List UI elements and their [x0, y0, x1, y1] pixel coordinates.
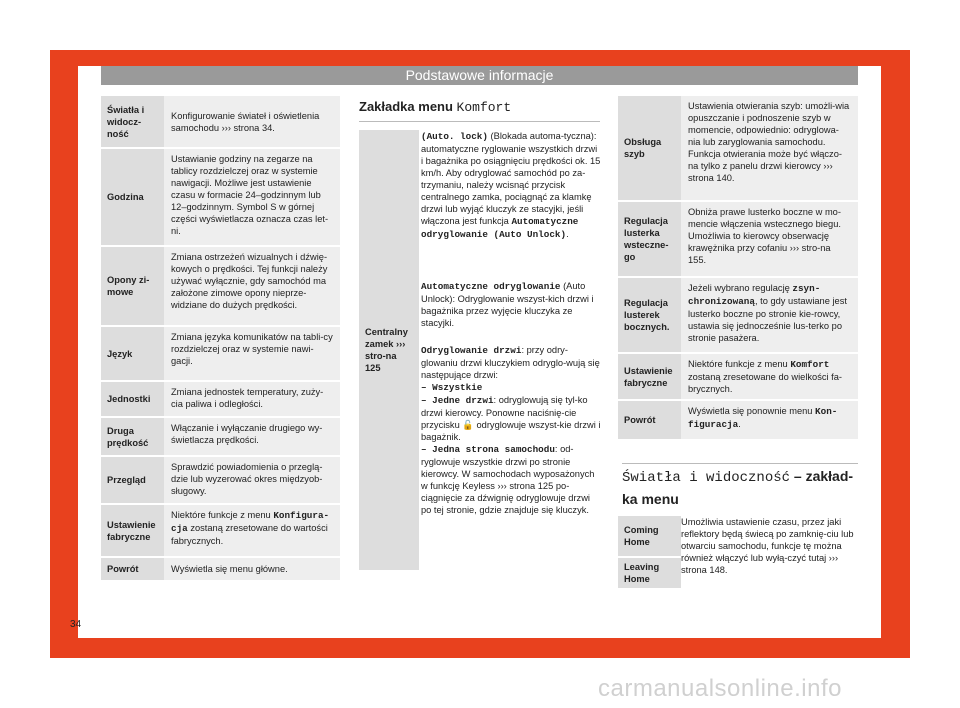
option-name: Odryglowanie drzwi — [421, 345, 522, 356]
right-settings-table — [618, 96, 858, 441]
option-text: : przy odry-glowaniu drzwi kluczykiem odryglo-wują się następujące drzwi: — [421, 345, 600, 380]
comfort-table — [359, 130, 601, 570]
auto-lock-cell — [421, 130, 601, 280]
value-text: Jeżeli wybrano regulację — [688, 283, 793, 293]
table-row — [618, 354, 858, 401]
table-row — [618, 401, 858, 441]
option-name: Automatyczne odryglowanie (Auto Unlock) — [421, 216, 579, 240]
option-name: (Auto. lock) — [421, 131, 488, 142]
table-row — [618, 96, 858, 202]
row-key: Powrót — [618, 401, 681, 439]
row-key: Opony zi-mowe — [101, 247, 164, 325]
row-value: Włączanie i wyłączanie drugiego wy-świetlacza prędkości. — [164, 418, 340, 455]
title-text: – zakład-ka menu — [622, 468, 854, 507]
row-value — [681, 401, 858, 439]
row-value: Obniża prawe lusterko boczne w mo-mencie włączenia wstecznego biegu. Umożliwia to kierowcy obserwację krawężnika przy cofaniu ››› stro-na 155. — [681, 202, 858, 276]
row-value: Ustawienia otwierania szyb: umożli-wia opuszczanie i podnoszenie szyb w momencie, odpowiednio: odryglowa-nia lub zaryglowania samochodu. Funkcja otwierania może być włączo-na tylko z panelu drzwi kierowcy ››› strona 140. — [681, 96, 858, 200]
row-key: Obsługa szyb — [618, 96, 681, 200]
row-key: Godzina — [101, 149, 164, 245]
row-key: Światła i widocz-ność — [101, 96, 164, 147]
row-value: Zmiana języka komunikatów na tabli-cy rozdzielczej oraz w systemie nawi-gacji. — [164, 327, 340, 380]
table-row — [101, 457, 340, 505]
option-text: (Auto Unlock): Odryglowanie wszyst-kich drzwi i bagażnika przez wyjęcie kluczyka ze stacyjki. — [421, 281, 594, 328]
option-one-side: – Jedna strona samochodu — [421, 444, 555, 455]
row-value — [164, 505, 340, 556]
auto-unlock-cell — [421, 280, 601, 344]
table-row — [101, 558, 340, 582]
row-key-central-lock — [359, 130, 421, 570]
row-value: Zmiana ostrzeżeń wizualnych i dźwię-kowych o prędkości. Tej funkcji należy używać wyłącznie, gdy samochód ma założone zimowe opony nieprze-widziane do dużych prędkości. — [164, 247, 340, 325]
section-title-comfort — [359, 99, 600, 122]
value-text: zostaną zresetowane do wielkości fa-brycznych. — [688, 372, 842, 394]
row-value — [681, 354, 858, 399]
table-row — [101, 382, 340, 418]
door-unlock-cell — [421, 344, 601, 570]
row-key: Ustawienie fabryczne — [101, 505, 164, 556]
table-row — [101, 247, 340, 327]
row-value: Sprawdzić powiadomienia o przeglą-dzie lub wyzerować okres międzyob-sługowy. — [164, 457, 340, 503]
title-menu-name: Światła i widoczność — [622, 470, 791, 486]
option-text: (Blokada automa-tyczna): automatyczne ryglowanie wszystkich drzwi i bagażnika po osiągnięciu prędkości ok. 15 km/h. Aby odryglować samochód po za-trzymaniu, należy wcisnąć przycisk centralnego zamka, pociągnąć za klamkę drzwi lub wyjąć kluczyk ze stacyjki, jeśli włączona jest funkcja — [421, 131, 601, 226]
table-row — [101, 327, 340, 382]
row-key: Druga prędkość — [101, 418, 164, 455]
value-text: , to gdy ustawiane jest lusterko boczne po stronie kie-rowcy, ustawia się jednocześnie lus-terko po stronie pasażera. — [688, 296, 847, 343]
option-one-door: – Jedne drzwi — [421, 395, 494, 406]
page-header: Podstawowe informacje — [101, 66, 858, 85]
row-value: Konfigurowanie świateł i oświetlenia samochodu ››› strona 34. — [164, 96, 340, 147]
section-title-lights — [622, 463, 858, 510]
row-value — [681, 278, 858, 352]
table-row — [618, 202, 858, 278]
table-row — [101, 149, 340, 247]
row-key: Powrót — [101, 558, 164, 580]
menu-name: Komfort — [790, 359, 830, 370]
row-key: Leaving Home — [618, 558, 681, 588]
option-all: – Wszystkie — [421, 382, 483, 393]
watermark: carmanualsonline.info — [598, 675, 842, 702]
value-text: Niektóre funkcje z menu — [171, 510, 274, 520]
value-text: . — [738, 419, 741, 429]
option-name: Automatyczne odryglowanie — [421, 281, 561, 292]
page-number: 34 — [70, 619, 82, 630]
lights-keys — [618, 516, 681, 588]
row-value: Wyświetla się menu główne. — [164, 558, 340, 580]
row-key: Regulacja lusterek bocznych. — [618, 278, 681, 352]
value-text: zostaną zresetowane do wartości fabrycznych. — [171, 523, 328, 546]
row-value: Umożliwia ustawienie czasu, przez jaki reflektory będą świecą po zamknię-ciu lub otwarciu samochodu, funkcje tę można również włączyć lub wyłą-czyć tutaj ››› strona 148. — [681, 517, 854, 575]
title-menu-name: Komfort — [456, 100, 512, 115]
row-value: Ustawianie godziny na zegarze na tablicy rozdzielczej oraz w systemie nawigacji. Możliwe jest ustawienie czasu w formacie 24–godzinnym lub 12–godzinnym. Symbol S w górnej części wyświetlacza oznacza czas let-ni. — [164, 149, 340, 245]
row-key: Regulacja lusterka wsteczne-go — [618, 202, 681, 276]
table-row — [101, 505, 340, 558]
left-settings-table — [101, 96, 340, 582]
comfort-values — [421, 130, 601, 570]
option-name: zsyn-chronizowaną — [688, 283, 821, 307]
row-key: Jednostki — [101, 382, 164, 416]
table-row — [101, 96, 340, 149]
table-row — [101, 418, 340, 457]
lights-table — [618, 516, 858, 588]
table-row — [618, 278, 858, 354]
option-text: : od-ryglowuje wszystkie drzwi po stronie kierowcy. W samochodach wyposażonych w funkcję Keyless ››› strona 125 po-ciągnięcie za dźwignię odryglowuje drzwi po tej stronie, gdzie znajduje się kluczyk. — [421, 444, 595, 515]
value-text: Niektóre funkcje z menu — [688, 359, 791, 369]
row-value: Zmiana jednostek temperatury, zuży-cia paliwa i odległości. — [164, 382, 340, 416]
row-key: Przegląd — [101, 457, 164, 503]
menu-name: Konfigura-cja — [171, 510, 330, 534]
menu-name: Kon-figuracja — [688, 406, 838, 430]
title-text: Zakładka menu — [359, 99, 457, 114]
row-key: Coming Home — [618, 516, 681, 558]
row-key: Język — [101, 327, 164, 380]
row-key: Ustawienie fabryczne — [618, 354, 681, 399]
value-text: Wyświetla się ponownie menu — [688, 406, 816, 416]
row-key-text: Centralny zamek ››› stro-na 125 — [365, 327, 408, 373]
option-text: : odryglowują się tyl-ko drzwi kierowcy. Ponowne naciśnię-cie przycisku 🔓 odryglowuje wszyst-kie drzwi i bagażnik. — [421, 395, 601, 442]
option-text: . — [566, 229, 569, 239]
